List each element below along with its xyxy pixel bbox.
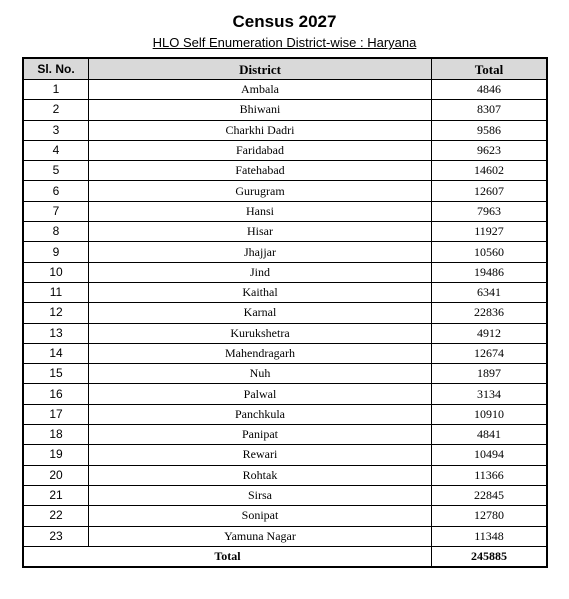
document-subtitle: HLO Self Enumeration District-wise : Haryana <box>152 35 417 50</box>
district-cell: Hisar <box>89 222 432 242</box>
table-row <box>24 384 547 404</box>
table-body <box>24 80 547 547</box>
district-table <box>23 58 547 567</box>
sl-no-cell: 11 <box>24 282 89 302</box>
table-row <box>24 404 547 424</box>
table-row <box>24 120 547 140</box>
total-cell: 11927 <box>432 222 547 242</box>
sl-no-cell: 19 <box>24 445 89 465</box>
district-cell: Mahendragarh <box>89 343 432 363</box>
total-cell: 22845 <box>432 485 547 505</box>
total-cell: 4841 <box>432 425 547 445</box>
sl-no-cell: 5 <box>24 161 89 181</box>
sl-no-cell: 15 <box>24 364 89 384</box>
column-header-total: Total <box>432 59 547 80</box>
sl-no-cell: 3 <box>24 120 89 140</box>
table-row <box>24 323 547 343</box>
district-cell: Ambala <box>89 80 432 100</box>
district-cell: Hansi <box>89 201 432 221</box>
sl-no-cell: 14 <box>24 343 89 363</box>
total-cell: 7963 <box>432 201 547 221</box>
table-row <box>24 222 547 242</box>
total-cell: 11348 <box>432 526 547 546</box>
table-row <box>24 161 547 181</box>
total-cell: 14602 <box>432 161 547 181</box>
table-row <box>24 425 547 445</box>
total-cell: 12780 <box>432 506 547 526</box>
total-cell: 4912 <box>432 323 547 343</box>
total-cell: 1897 <box>432 364 547 384</box>
sl-no-cell: 10 <box>24 262 89 282</box>
sl-no-cell: 22 <box>24 506 89 526</box>
total-cell: 4846 <box>432 80 547 100</box>
total-cell: 8307 <box>432 100 547 120</box>
total-cell: 22836 <box>432 303 547 323</box>
sl-no-cell: 8 <box>24 222 89 242</box>
sl-no-cell: 20 <box>24 465 89 485</box>
table-header-row <box>24 59 547 80</box>
table-row <box>24 242 547 262</box>
district-cell: Panchkula <box>89 404 432 424</box>
sl-no-cell: 23 <box>24 526 89 546</box>
district-cell: Rewari <box>89 445 432 465</box>
district-cell: Kaithal <box>89 282 432 302</box>
document-title: Census 2027 <box>232 12 337 31</box>
district-cell: Jhajjar <box>89 242 432 262</box>
district-cell: Faridabad <box>89 140 432 160</box>
total-cell: 10560 <box>432 242 547 262</box>
column-header-district: District <box>89 59 432 80</box>
sl-no-cell: 1 <box>24 80 89 100</box>
total-cell: 9586 <box>432 120 547 140</box>
table-row <box>24 506 547 526</box>
district-cell: Charkhi Dadri <box>89 120 432 140</box>
district-cell: Rohtak <box>89 465 432 485</box>
district-cell: Gurugram <box>89 181 432 201</box>
column-header-sl-no: Sl. No. <box>24 59 89 80</box>
district-cell: Sonipat <box>89 506 432 526</box>
sl-no-cell: 7 <box>24 201 89 221</box>
district-cell: Jind <box>89 262 432 282</box>
sl-no-cell: 18 <box>24 425 89 445</box>
table-row <box>24 343 547 363</box>
table-row <box>24 140 547 160</box>
sl-no-cell: 2 <box>24 100 89 120</box>
district-cell: Panipat <box>89 425 432 445</box>
sl-no-cell: 4 <box>24 140 89 160</box>
sl-no-cell: 16 <box>24 384 89 404</box>
table-row <box>24 181 547 201</box>
total-cell: 10910 <box>432 404 547 424</box>
total-cell: 12607 <box>432 181 547 201</box>
table-row <box>24 303 547 323</box>
table-row <box>24 526 547 546</box>
sl-no-cell: 9 <box>24 242 89 262</box>
table-row <box>24 100 547 120</box>
table-row <box>24 201 547 221</box>
district-cell: Palwal <box>89 384 432 404</box>
table-row <box>24 485 547 505</box>
table-row <box>24 282 547 302</box>
total-value: 245885 <box>432 546 547 566</box>
table-row <box>24 262 547 282</box>
table-row <box>24 465 547 485</box>
total-cell: 11366 <box>432 465 547 485</box>
sl-no-cell: 6 <box>24 181 89 201</box>
total-cell: 19486 <box>432 262 547 282</box>
total-cell: 3134 <box>432 384 547 404</box>
table-row <box>24 445 547 465</box>
district-cell: Kurukshetra <box>89 323 432 343</box>
district-cell: Sirsa <box>89 485 432 505</box>
district-cell: Fatehabad <box>89 161 432 181</box>
district-cell: Karnal <box>89 303 432 323</box>
total-cell: 6341 <box>432 282 547 302</box>
table-row <box>24 80 547 100</box>
total-cell: 10494 <box>432 445 547 465</box>
sl-no-cell: 13 <box>24 323 89 343</box>
table-row <box>24 364 547 384</box>
district-cell: Bhiwani <box>89 100 432 120</box>
district-cell: Yamuna Nagar <box>89 526 432 546</box>
sl-no-cell: 12 <box>24 303 89 323</box>
total-cell: 12674 <box>432 343 547 363</box>
sl-no-cell: 21 <box>24 485 89 505</box>
total-cell: 9623 <box>432 140 547 160</box>
total-label: Total <box>24 546 432 566</box>
sl-no-cell: 17 <box>24 404 89 424</box>
district-cell: Nuh <box>89 364 432 384</box>
total-row <box>24 546 547 566</box>
